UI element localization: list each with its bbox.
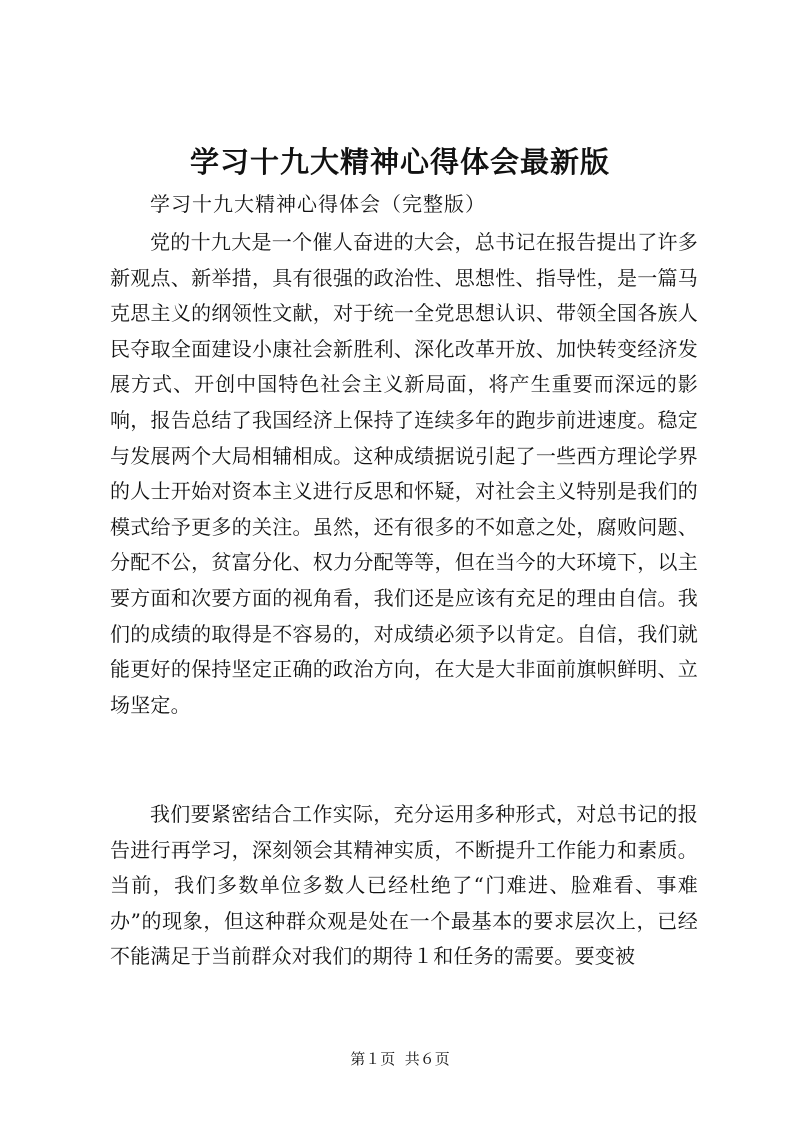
body-paragraph: 我们要紧密结合工作实际，充分运用多种形式，对总书记的报告进行再学习，深刻领会其精神实质，不断提升工作能力和素质。当前，我们多数单位多数人已经杜绝了“门难进、脸难看、事难办”的现象，但这种群众观是处在一个最基本的要求层次上，已经不能满足于当前群众对我们的期待１和任务的需要。要变被: [110, 802, 698, 969]
body-paragraph: 党的十九大是一个催人奋进的大会，总书记在报告提出了许多新观点、新举措，具有很强的政治性、思想性、指导性，是一篇马克思主义的纲领性文献，对于统一全党思想认识、带领全国各族人民夺取全面建设小康社会新胜利、深化改革开放、加快转变经济发展方式、开创中国特色社会主义新局面，将产生重要而深远的影响，报告总结了我国经济上保持了连续多年的跑步前进速度。稳定与发展两个大局相辅相成。这种成绩据说引起了一些西方理论学界的人士开始对资本主义进行反思和怀疑，对社会主义特别是我们的模式给予更多的关注。虽然，还有很多的不如意之处，腐败问题、分配不公，贫富分化、权力分配等等，但在当今的大环境下，以主要方面和次要方面的视角看，我们还是应该有充足的理由自信。我们的成绩的取得是不容易的，对成绩必须予以肯定。自信，我们就能更好的保持坚定正确的政治方向，在大是大非面前旗帜鲜明、立场坚定。: [110, 230, 698, 717]
document-subtitle: 学习十九大精神心得体会（完整版）: [150, 192, 486, 216]
page-footer: 第１页 共６页: [350, 1050, 450, 1068]
document-title: 学习十九大精神心得体会最新版: [189, 145, 610, 179]
